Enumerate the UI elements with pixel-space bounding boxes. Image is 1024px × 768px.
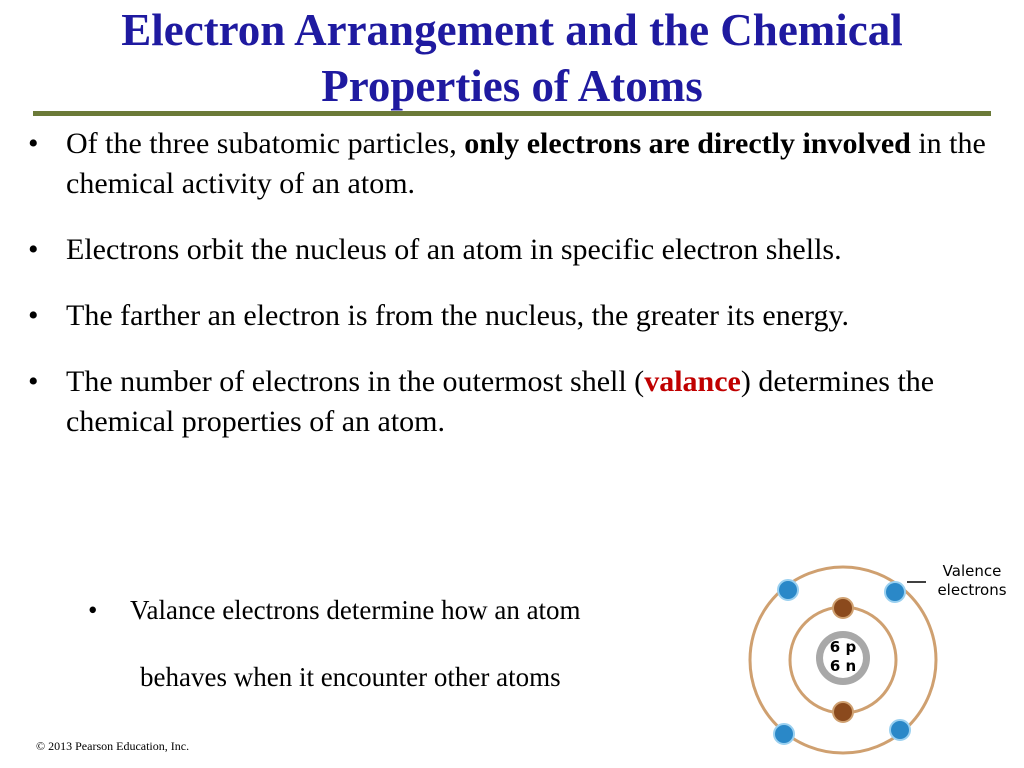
- copyright-footer: © 2013 Pearson Education, Inc.: [36, 739, 190, 753]
- nucleus-protons: 6 p: [829, 638, 857, 656]
- bullet-1-bold: only electrons are directly involved: [464, 127, 911, 160]
- bullet-2-text: Electrons orbit the nucleus of an atom in specific electron shells.: [66, 233, 842, 266]
- title-underline: [33, 111, 991, 116]
- bullet-dot: •: [28, 365, 39, 398]
- sub-bullet: [88, 592, 581, 628]
- sub-bullet-line-2: behaves when it encounter other atoms: [140, 662, 561, 692]
- bullet-3-text: The farther an electron is from the nucleus, the greater its energy.: [66, 299, 850, 332]
- bullet-dot: •: [28, 233, 39, 266]
- valence-label-line-2: electrons: [937, 581, 1007, 599]
- bullet-4-highlight: valance: [644, 365, 741, 398]
- bullet-3: [28, 296, 988, 336]
- bullet-dot: •: [28, 127, 39, 160]
- inner-electron: [833, 702, 853, 722]
- bullet-list: [28, 124, 988, 468]
- bullet-1-pre: Of the three subatomic particles,: [66, 127, 465, 160]
- atom-diagram: [740, 558, 1024, 758]
- sub-bullet-dot: •: [88, 595, 98, 625]
- bullet-4: [28, 362, 988, 442]
- inner-electron: [833, 598, 853, 618]
- bullet-4-post: ) determines the chemical properties of an atom.: [66, 365, 935, 438]
- bullet-2: [28, 230, 988, 270]
- bullet-1-post: in the chemical activity of an atom.: [66, 127, 986, 200]
- valence-electron: [778, 580, 798, 600]
- title-line-1: Electron Arrangement and the Chemical: [121, 5, 903, 55]
- nucleus-neutrons: 6 n: [829, 657, 857, 675]
- valence-electron: [890, 720, 910, 740]
- bullet-1: [28, 124, 988, 204]
- valence-label-line-1: Valence: [942, 562, 1002, 580]
- valence-electron: [774, 724, 794, 744]
- sub-bullet-line-1: Valance electrons determine how an atom: [130, 595, 581, 625]
- valence-electron: [885, 582, 905, 602]
- sub-bullet-continuation: [140, 659, 561, 695]
- bullet-dot: •: [28, 299, 39, 332]
- slide-title: [0, 2, 1024, 114]
- title-line-2: Properties of Atoms: [321, 61, 703, 111]
- bullet-4-pre: The number of electrons in the outermost shell (: [66, 365, 645, 398]
